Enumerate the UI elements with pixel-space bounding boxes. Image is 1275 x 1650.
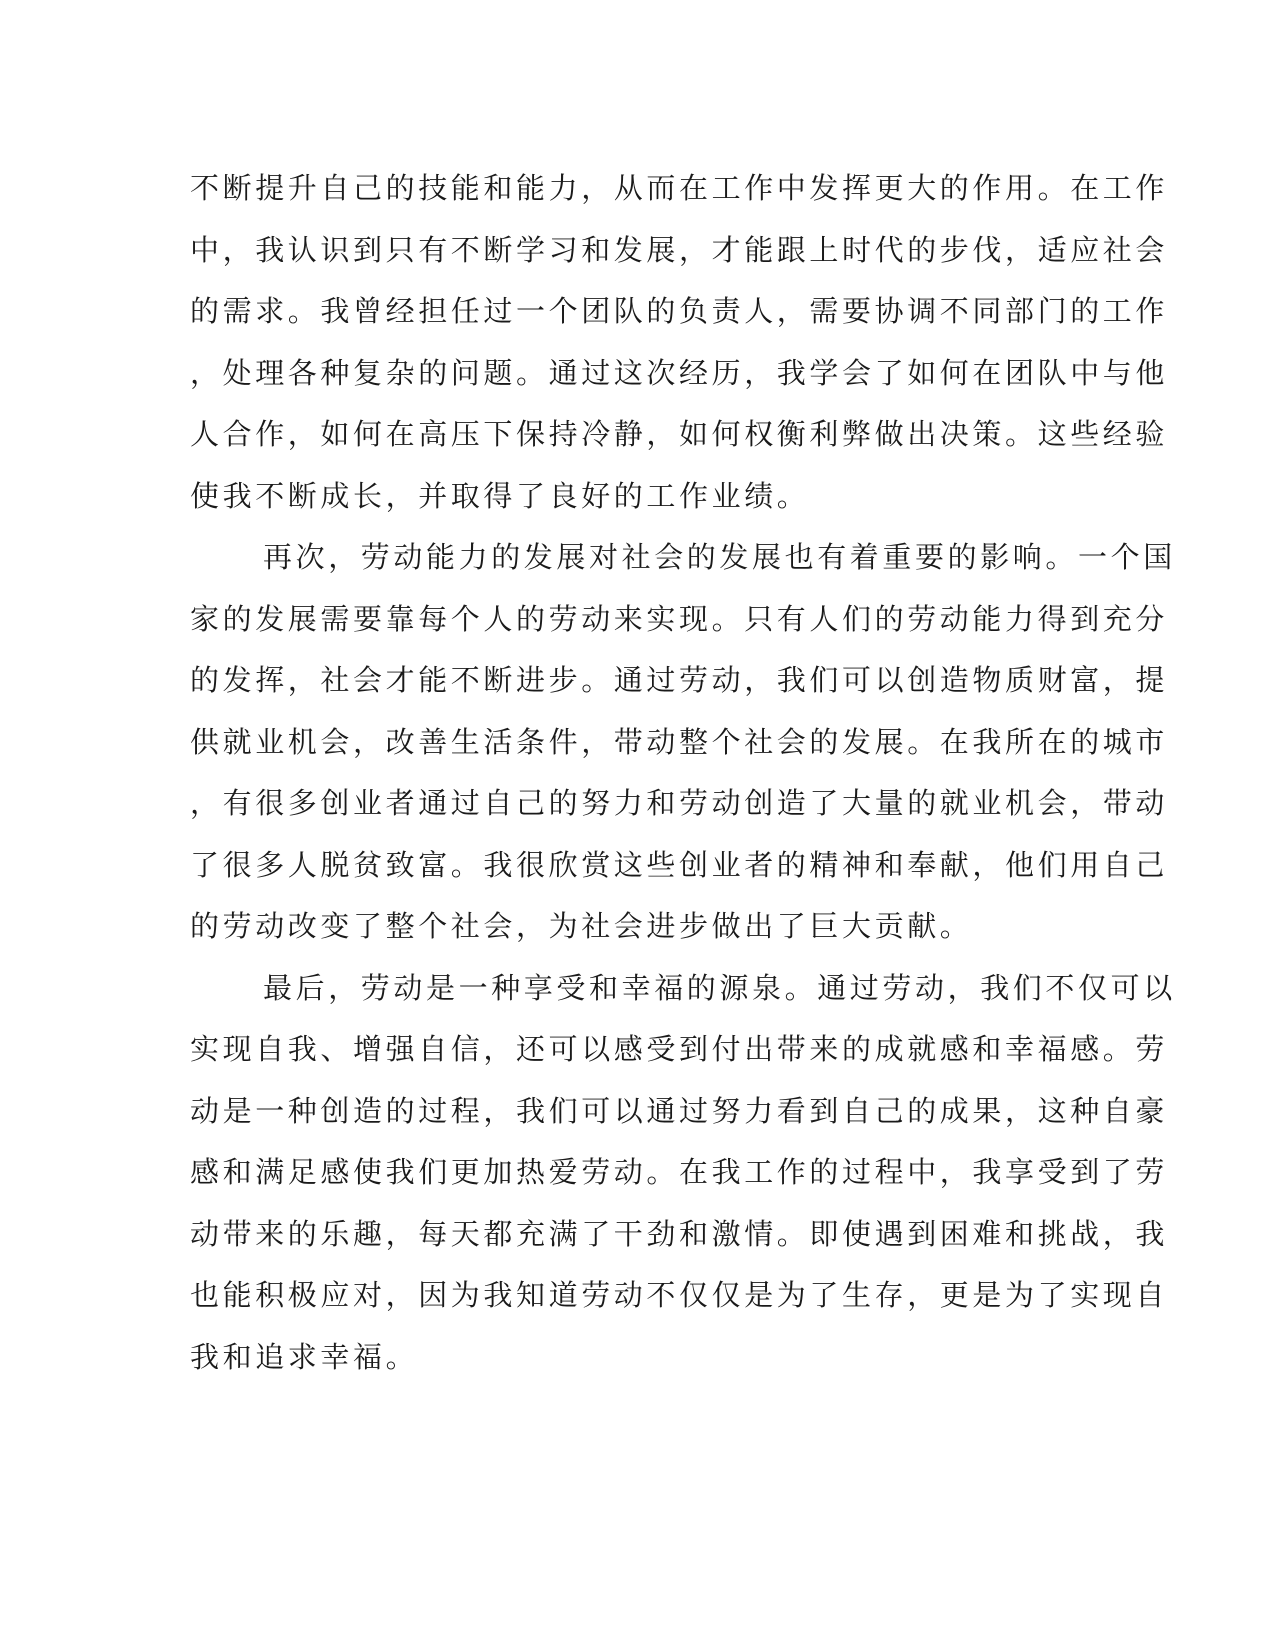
text-line: ，有很多创业者通过自己的努力和劳动创造了大量的就业机会，带动 bbox=[190, 786, 1169, 820]
text-line: 实现自我、增强自信，还可以感受到付出带来的成就感和幸福感。劳 bbox=[190, 1032, 1169, 1066]
text-line: 了很多人脱贫致富。我很欣赏这些创业者的精神和奉献，他们用自己 bbox=[190, 847, 1169, 882]
text-line: 使我不断成长，并取得了良好的工作业绩。 bbox=[190, 478, 810, 513]
text-line: 的劳动改变了整个社会，为社会进步做出了巨大贡献。 bbox=[190, 909, 973, 943]
text-line: 供就业机会，改善生活条件，带动整个社会的发展。在我所在的城市 bbox=[190, 724, 1169, 759]
text-line: 的需求。我曾经担任过一个团队的负责人，需要协调不同部门的工作 bbox=[190, 294, 1169, 328]
text-line: 也能积极应对，因为我知道劳动不仅仅是为了生存，更是为了实现自 bbox=[190, 1278, 1169, 1312]
text-line: 人合作，如何在高压下保持冷静，如何权衡利弊做出决策。这些经验 bbox=[190, 417, 1169, 451]
text-line: 的发挥，社会才能不断进步。通过劳动，我们可以创造物质财富，提 bbox=[190, 663, 1169, 697]
text-line: 中，我认识到只有不断学习和发展，才能跟上时代的步伐，适应社会 bbox=[190, 232, 1169, 267]
text-line: 不断提升自己的技能和能力，从而在工作中发挥更大的作用。在工作 bbox=[190, 171, 1169, 205]
body-text bbox=[190, 158, 1176, 1388]
text-line: 再次，劳动能力的发展对社会的发展也有着重要的影响。一个国 bbox=[263, 540, 1176, 574]
text-line: ，处理各种复杂的问题。通过这次经历，我学会了如何在团队中与他 bbox=[190, 355, 1169, 390]
text-line: 最后，劳动是一种享受和幸福的源泉。通过劳动，我们不仅可以 bbox=[263, 970, 1176, 1005]
text-line: 动带来的乐趣，每天都充满了干劲和激情。即使遇到困难和挑战，我 bbox=[190, 1216, 1169, 1251]
text-line: 感和满足感使我们更加热爱劳动。在我工作的过程中，我享受到了劳 bbox=[190, 1155, 1169, 1189]
text-line: 我和追求幸福。 bbox=[190, 1339, 419, 1374]
text-line: 家的发展需要靠每个人的劳动来实现。只有人们的劳动能力得到充分 bbox=[190, 601, 1169, 636]
text-line: 动是一种创造的过程，我们可以通过努力看到自己的成果，这种自豪 bbox=[190, 1093, 1169, 1128]
